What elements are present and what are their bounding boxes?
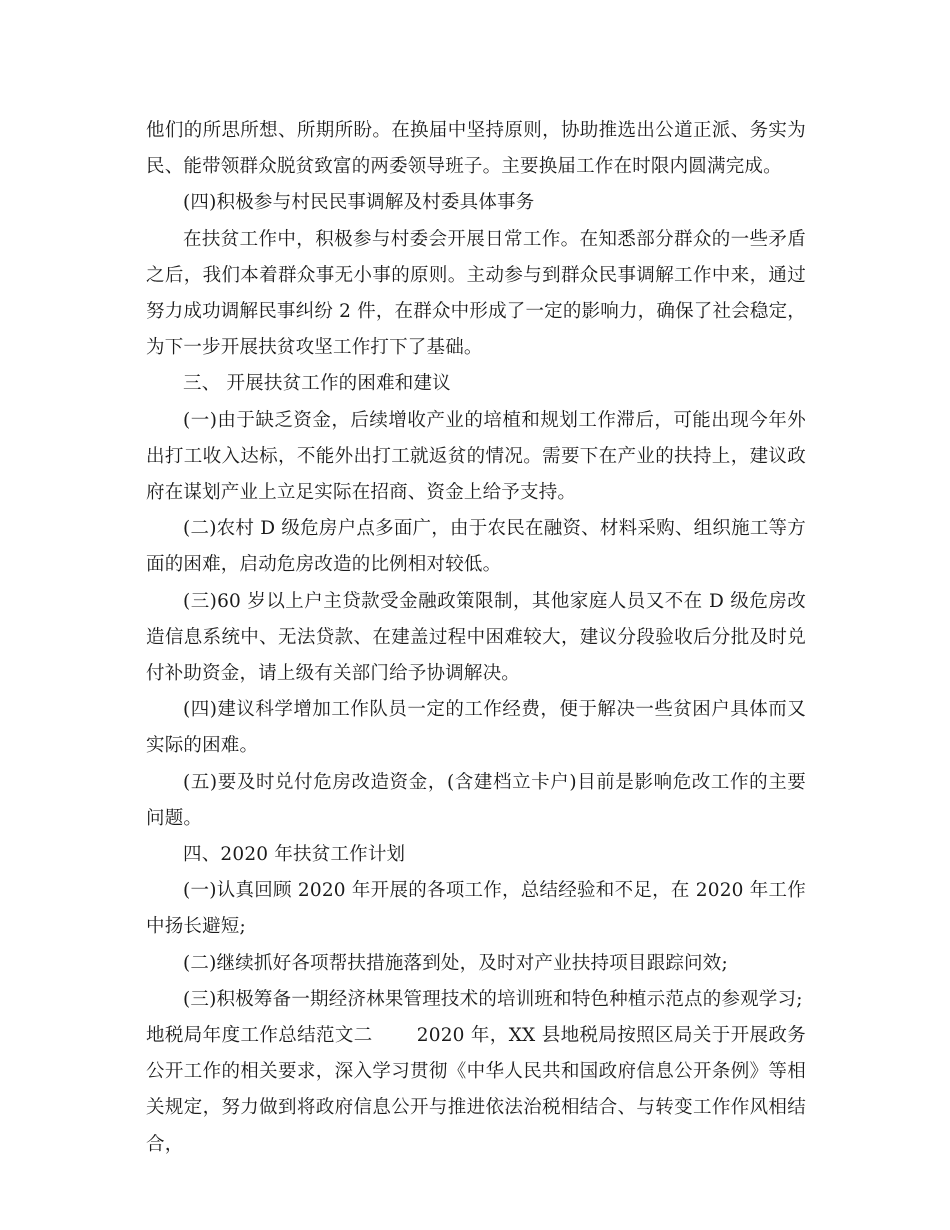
paragraph-1: 他们的所思所想、所期所盼。在换届中坚持原则，协助推选出公道正派、务实为民、能带领群众脱贫致富的两委领导班子。主要换届工作在时限内圆满完成。 bbox=[146, 120, 806, 178]
paragraph-9: (五)要及时兑付危房改造资金，(含建档立卡户)目前是影响危改工作的主要问题。 bbox=[146, 771, 806, 829]
paragraph-13: (三)积极筹备一期经济林果管理技术的培训班和特色种植示范点的参观学习; bbox=[183, 988, 803, 1010]
paragraph-3: 在扶贫工作中，积极参与村委会开展日常工作。在知悉部分群众的一些矛盾之后，我们本着群众事无小事的原则。主动参与到群众民事调解工作中来，通过努力成功调解民事纠纷 2 件，在群众中形成了一定的影响力，确保了社会稳定，为下一步开展扶贫攻坚工作打下了基础。 bbox=[146, 228, 806, 359]
paragraph-11: (一)认真回顾 2020 年开展的各项工作，总结经验和不足，在 2020 年工作中扬长避短; bbox=[146, 880, 806, 938]
paragraph-5: (一)由于缺乏资金，后续增收产业的培植和规划工作滞后，可能出现今年外出打工收入达标，不能外出打工就返贫的情况。需要下在产业的扶持上，建议政府在谋划产业上立足实际在招商、资金上给予支持。 bbox=[146, 409, 806, 504]
paragraph-2: (四)积极参与村民民事调解及村委具体事务 bbox=[183, 192, 535, 214]
paragraph-10: 四、2020 年扶贫工作计划 bbox=[183, 844, 406, 866]
document-page bbox=[146, 113, 806, 1163]
paragraph-12: (二)继续抓好各项帮扶措施落到处，及时对产业扶持项目跟踪问效; bbox=[183, 952, 728, 974]
paragraph-8: (四)建议科学增加工作队员一定的工作经费，便于解决一些贫困户具体而又实际的困难。 bbox=[146, 699, 806, 757]
paragraph-4: 三、 开展扶贫工作的困难和建议 bbox=[183, 373, 451, 395]
paragraph-7: (三)60 岁以上户主贷款受金融政策限制，其他家庭人员又不在 D 级危房改造信息系统中、无法贷款、在建盖过程中困难较大，建议分段验收后分批及时兑付补助资金，请上级有关部门给予协调解决。 bbox=[146, 590, 806, 685]
paragraph-14: 地税局年度工作总结范文二 2020 年，XX 县地税局按照区局关于开展政务公开工作的相关要求，深入学习贯彻《中华人民共和国政府信息公开条例》等相关规定，努力做到将政府信息公开与推进依法治税相结合、与转变工作作风相结合， bbox=[146, 1025, 806, 1155]
paragraph-6: (二)农村 D 级危房户点多面广，由于农民在融资、材料采购、组织施工等方面的困难，启动危房改造的比例相对较低。 bbox=[146, 518, 806, 576]
